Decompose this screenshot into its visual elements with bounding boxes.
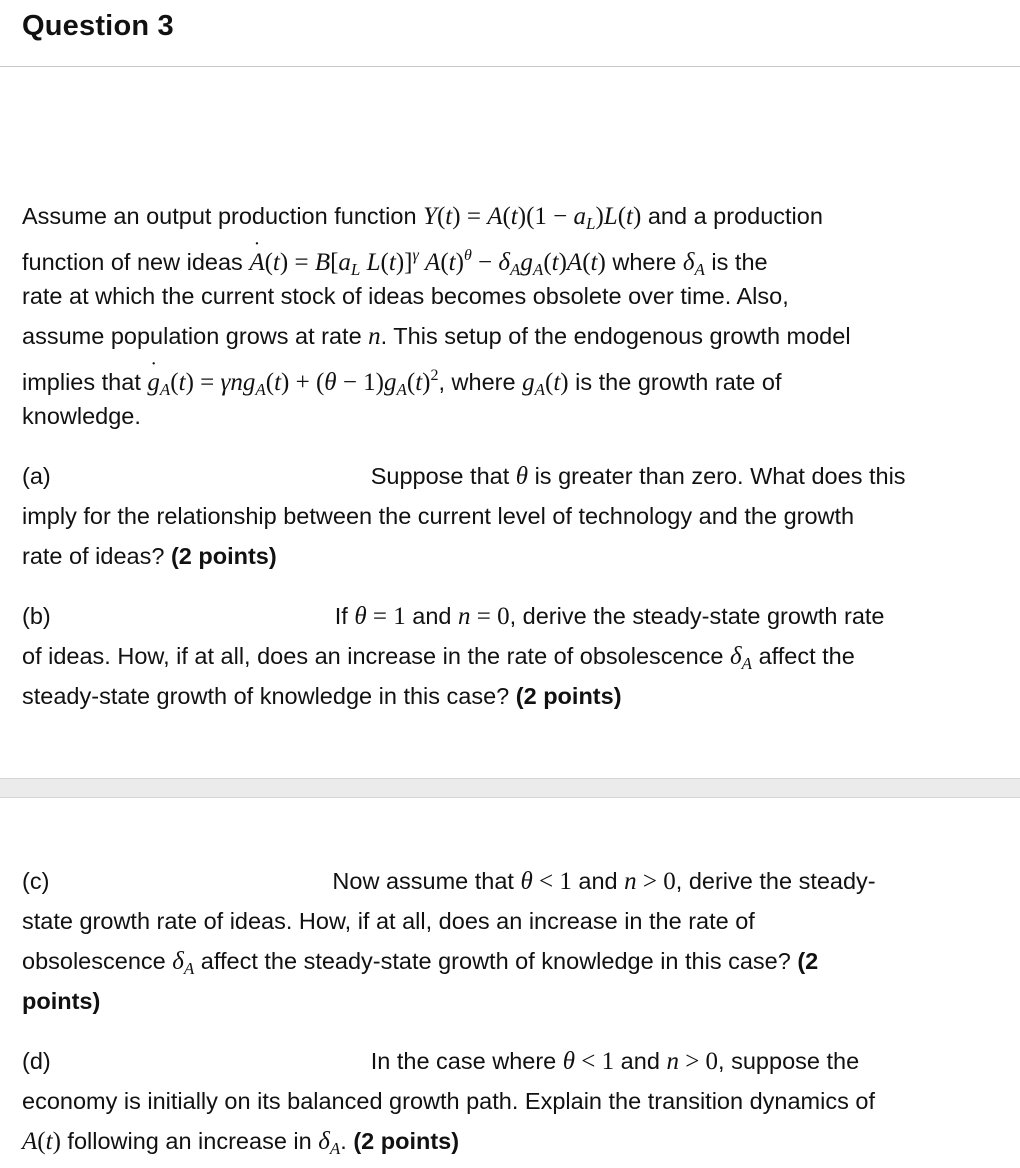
part-b-label: (b) <box>22 603 51 629</box>
question-title: Question 3 <box>22 10 174 42</box>
points-badge: (2 points) <box>353 1128 460 1154</box>
part-d-label: (d) <box>22 1048 51 1074</box>
part-a-line-2: imply for the relationship between the current level of technology and the growth <box>22 503 855 529</box>
part-c-label: (c) <box>22 868 50 894</box>
intro-line-1: Assume an output production function $Y(t) = A(t)(1 - a_L)L(t)$ and a production <box>22 203 823 233</box>
part-a-label: (a) <box>22 463 51 489</box>
part-d-line-3: A(t) following an increase in $\delta_A$. (2 points) <box>22 1128 460 1158</box>
formula-output-function: $Y(t) = A(t)(1 - a_L)L(t)$ <box>423 203 642 233</box>
part-d-line-2: economy is initially on its balanced growth path. Explain the transition dynamics of <box>22 1088 875 1114</box>
points-badge: (2 points) <box>170 543 277 569</box>
part-a-line-3: rate of ideas? (2 points) <box>22 543 277 569</box>
question-header <box>0 0 1020 67</box>
part-c-line-2: state growth rate of ideas. How, if at all, does an increase in the rate of <box>22 908 755 934</box>
points-badge: (2 <box>797 948 819 974</box>
part-a-line-1: (a) Suppose that θ is greater than zero. What does this <box>22 463 906 490</box>
formula-ideas-function: ˙ $A(t) = B[a_L$ L(t)]$^\gamma$ $A(t)^\theta - \delta_Ag_A(t)A(t)$ <box>249 249 606 276</box>
part-b-line-2: of ideas. How, if at all, does an increase in the rate of obsolescence $\delta_A$ affect the <box>22 643 855 673</box>
intro-line-2: function of new ideas ˙ $A(t) = B[a_L$ L(t)]$^\gamma$ $A(t)^\theta - \delta_Ag_A(t)A(t)$ where $\delta_A$ is the <box>22 241 768 285</box>
points-badge: points) <box>22 988 101 1014</box>
intro-line-4: assume population grows at rate n. This setup of the endogenous growth model <box>22 323 851 350</box>
part-b-line-1: (b) If θ = 1 and n = 0, derive the steady-state growth rate <box>22 603 885 630</box>
intro-line-5: implies that ˙ $g_A(t) = \gamma ng_A(t) + (\theta - 1)g_A(t)^2$, where $g_A(t)$ is the growth rate of <box>22 361 782 405</box>
intro-line-3: rate at which the current stock of ideas becomes obsolete over time. Also, <box>22 283 789 309</box>
part-c-line-3: obsolescence $\delta_A$ affect the steady-state growth of knowledge in this case? (2 <box>22 948 819 978</box>
part-b-line-3: steady-state growth of knowledge in this case? (2 points) <box>22 683 622 709</box>
part-d-line-1: (d) In the case where θ < 1 and n > 0, suppose the <box>22 1048 860 1075</box>
part-c-line-4 <box>22 986 100 1016</box>
section-divider <box>0 778 1020 798</box>
points-badge: (2 points) <box>515 683 622 709</box>
intro-line-6: knowledge. <box>22 403 141 429</box>
formula-growth-dynamics: ˙ $g_A(t) = \gamma ng_A(t) + (\theta - 1)g_A(t)^2$ <box>147 369 438 396</box>
part-c-line-1: (c) Now assume that θ < 1 and n > 0, derive the steady- <box>22 868 876 895</box>
